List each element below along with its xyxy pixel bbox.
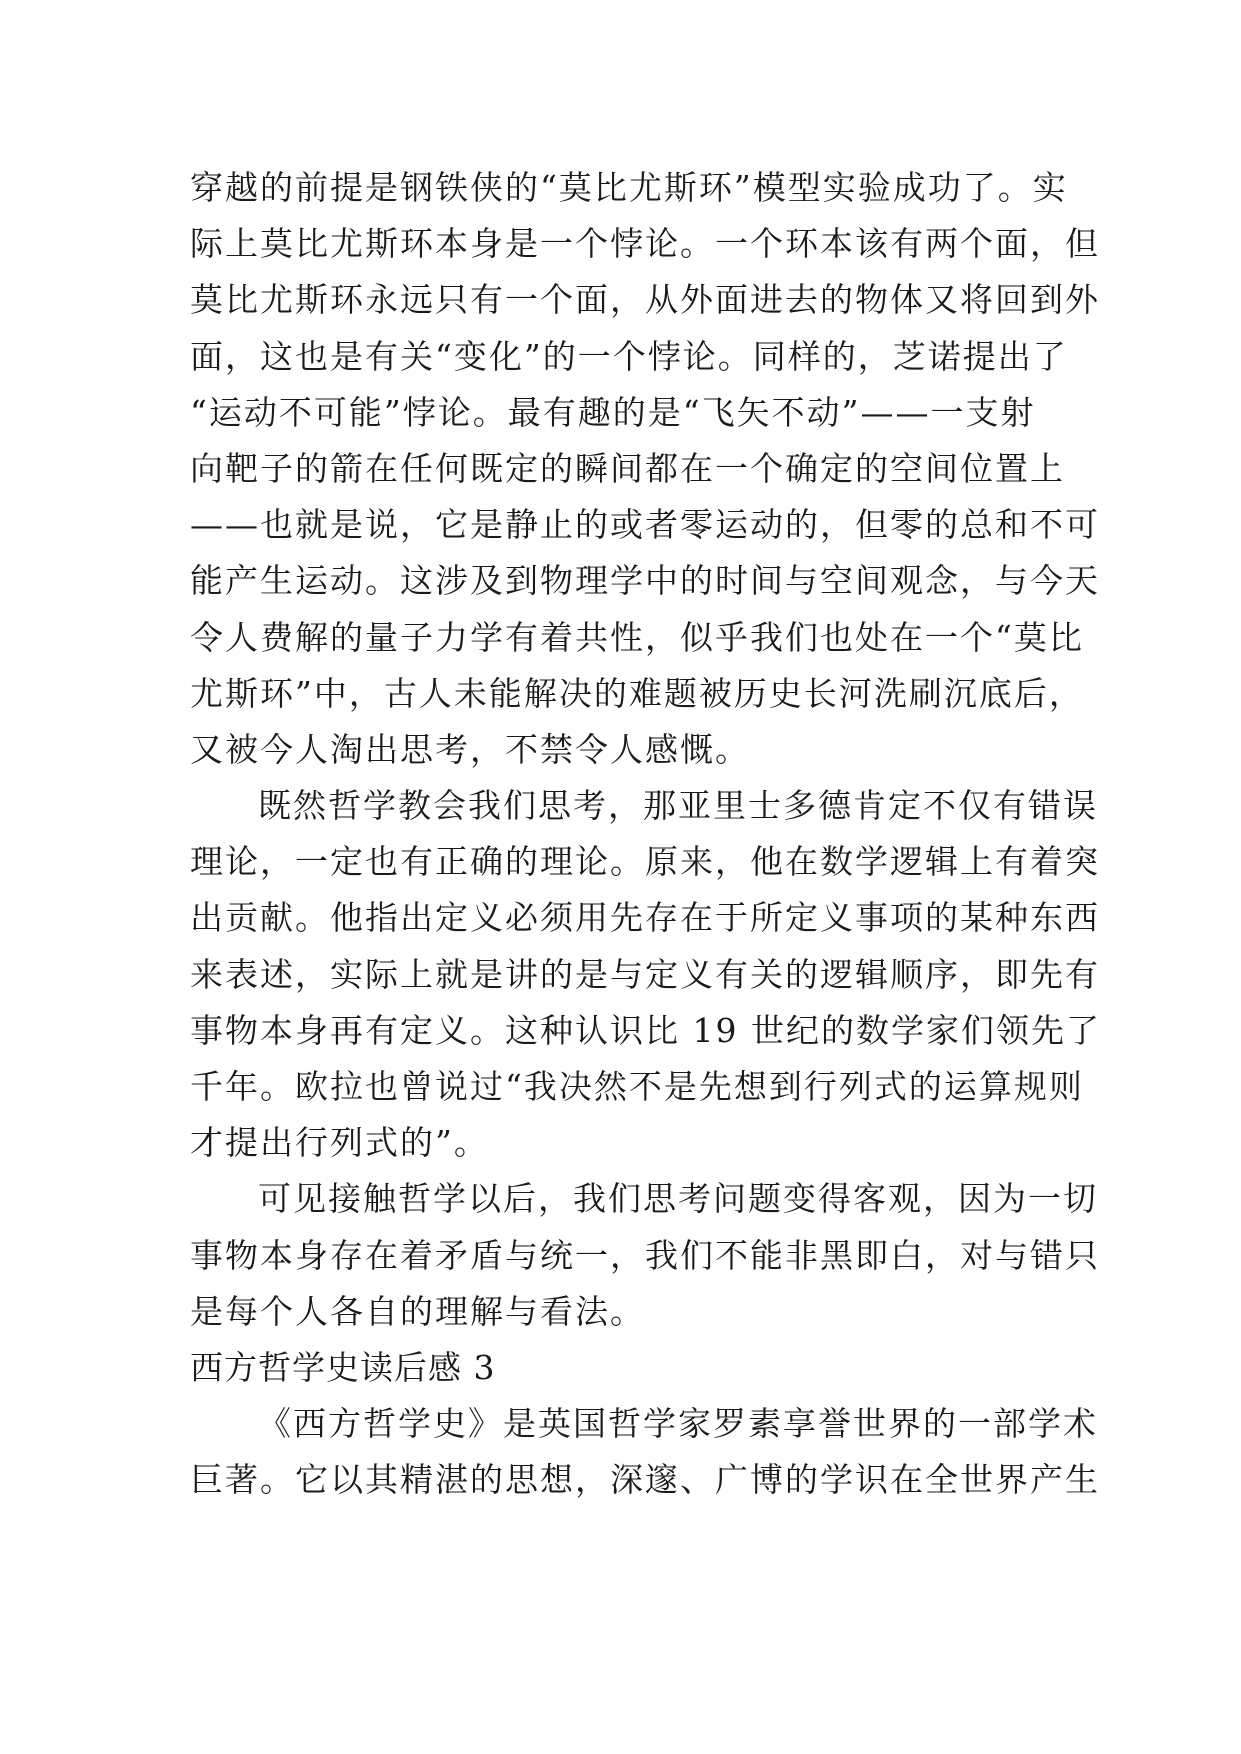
text-line: 际上莫比尤斯环本身是一个悖论。一个环本该有两个面，但 bbox=[190, 224, 1100, 264]
text-line: 《西方哲学史》是英国哲学家罗素享誉世界的一部学术 bbox=[258, 1404, 1098, 1444]
text-line: 穿越的前提是钢铁侠的“莫比尤斯环”模型实验成功了。实 bbox=[190, 168, 1068, 207]
text-line: 巨著。它以其精湛的思想，深邃、广博的学识在全世界产生 bbox=[190, 1460, 1100, 1500]
text-line: 理论，一定也有正确的理论。原来，他在数学逻辑上有着突 bbox=[190, 842, 1100, 882]
text-line: 尤斯环”中，古人未能解决的难题被历史长河洗刷沉底后， bbox=[190, 673, 1084, 713]
text-line: ——也就是说，它是静止的或者零运动的，但零的总和不可 bbox=[190, 505, 1100, 545]
text-line: 可见接触哲学以后，我们思考问题变得客观，因为一切 bbox=[258, 1179, 1098, 1219]
text-line: 令人费解的量子力学有着共性，似乎我们也处在一个“莫比 bbox=[190, 617, 1084, 657]
text-line: 事物本身存在着矛盾与统一，我们不能非黑即白，对与错只 bbox=[190, 1235, 1100, 1275]
section-heading: 西方哲学史读后感 3 bbox=[190, 1347, 496, 1387]
text-line: 莫比尤斯环永远只有一个面，从外面进去的物体又将回到外 bbox=[190, 280, 1100, 320]
text-line: 是每个人各自的理解与看法。 bbox=[190, 1291, 645, 1331]
text-line: 事物本身再有定义。这种认识比 19 世纪的数学家们领先了 bbox=[190, 1010, 1101, 1050]
text-line: 又被今人淘出思考，不禁令人感慨。 bbox=[190, 729, 750, 769]
text-line: 面，这也是有关“变化”的一个悖论。同样的，芝诺提出了 bbox=[190, 336, 1068, 376]
text-line: 来表述，实际上就是讲的是与定义有关的逻辑顺序，即先有 bbox=[190, 954, 1100, 994]
text-line: 出贡献。他指出定义必须用先存在于所定义事项的某种东西 bbox=[190, 898, 1100, 938]
text-line: 既然哲学教会我们思考，那亚里士多德肯定不仅有错误 bbox=[258, 786, 1098, 826]
text-line: 千年。欧拉也曾说过“我决然不是先想到行列式的运算规则 bbox=[190, 1067, 1084, 1106]
text-line: 能产生运动。这涉及到物理学中的时间与空间观念，与今天 bbox=[190, 561, 1100, 601]
text-line: 向靶子的箭在任何既定的瞬间都在一个确定的空间位置上 bbox=[190, 448, 1065, 488]
text-line: 才提出行列式的”。 bbox=[190, 1123, 489, 1163]
body-text bbox=[190, 160, 1101, 1509]
text-line: “运动不可能”悖论。最有趣的是“飞矢不动”——一支射 bbox=[190, 392, 1036, 432]
